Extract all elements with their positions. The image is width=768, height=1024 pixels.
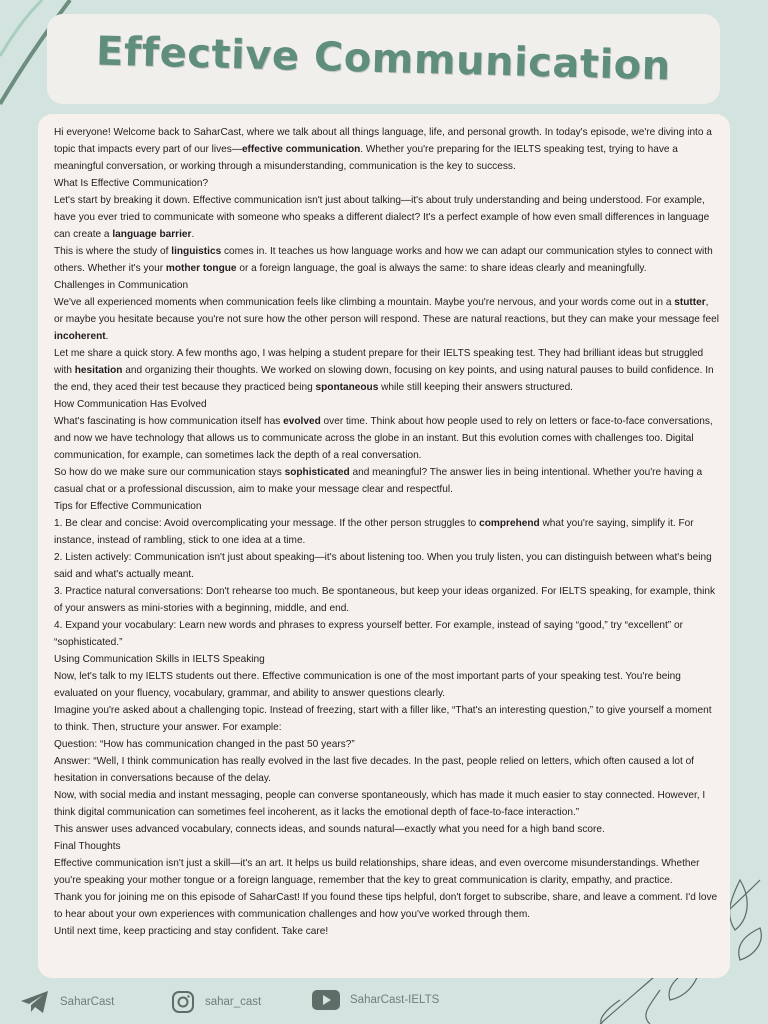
title-card bbox=[47, 14, 720, 104]
instagram-label: sahar_cast bbox=[205, 996, 262, 1008]
paragraph: Answer: “Well, I think communication has really evolved in the last five decades. In the past, people relied on letters, which often caused a lot of hesitation in conversations because of the delay. bbox=[54, 756, 694, 784]
section-heading: How Communication Has Evolved bbox=[54, 399, 207, 410]
section-heading: Challenges in Communication bbox=[54, 280, 189, 291]
tip-item: 2. Listen actively: Communication isn't just about speaking—it's about listening too. When you truly listen, you can distinguish between what's being said and what's actually meant. bbox=[54, 552, 712, 580]
telegram-icon bbox=[20, 990, 50, 1014]
paragraph: What's fascinating is how communication itself has evolved over time. Think about how people used to rely on letters or face-to-face conversations, and now we have technology that allows us to communicate across the globe in an instant. But this evolution comes with challenges too. Digital communication, for example, can sometimes lack the depth of a real conversation. bbox=[54, 416, 713, 461]
paragraph: Let me share a quick story. A few months ago, I was helping a student prepare for their IELTS speaking test. They had brilliant ideas but struggled with hesitation and organizing their thoughts. We worked on slowing down, focusing on key points, and using natural pauses to build confidence. In the end, they aced their test because they practiced being spontaneous while still keeping their answers structured. bbox=[54, 348, 714, 393]
tip-item: 4. Expand your vocabulary: Learn new words and phrases to express yourself better. For example, instead of saying “good,” try “excellent” or “sophisticated.” bbox=[54, 620, 683, 648]
section-heading: What Is Effective Communication? bbox=[54, 178, 209, 189]
paragraph: Thank you for joining me on this episode of SaharCast! If you found these tips helpful, don't forget to subscribe, share, and leave a comment. I'd love to hear about your own experiences with communication challenges and how you've worked through them. bbox=[54, 892, 718, 920]
paragraph: This answer uses advanced vocabulary, connects ideas, and sounds natural—exactly what you need for a high band score. bbox=[54, 824, 605, 835]
paragraph: This is where the study of linguistics comes in. It teaches us how language works and how we can adapt our communication styles to connect with others. Whether it's your mother tongue or a foreign language, the goal is always the same: to share ideas clearly and meaningfully. bbox=[54, 246, 713, 274]
youtube-link[interactable] bbox=[312, 990, 439, 1010]
section-heading: Tips for Effective Communication bbox=[54, 501, 202, 512]
paragraph: Now, with social media and instant messaging, people can converse spontaneously, which has made it much easier to stay connected. However, I think digital communication can sometimes feel incoherent, as it lacks the emotional depth of face-to-face interaction.” bbox=[54, 790, 706, 818]
section-heading: Using Communication Skills in IELTS Speaking bbox=[54, 654, 265, 665]
paragraph: Question: “How has communication changed in the past 50 years?” bbox=[54, 739, 355, 750]
paragraph: So how do we make sure our communication stays sophisticated and meaningful? The answer lies in being intentional. Whether you're having a casual chat or a professional discussion, aim to make your message clear and respectful. bbox=[54, 467, 703, 495]
youtube-label: SaharCast-IELTS bbox=[350, 994, 440, 1006]
telegram-label: SaharCast bbox=[60, 996, 115, 1008]
instagram-link[interactable] bbox=[171, 990, 261, 1014]
paragraph: Let's start by breaking it down. Effective communication isn't just about talking—it's about truly understanding and being understood. For example, have you ever tried to communicate with someone who speaks a different dialect? It's a perfect example of how even small differences in language can create a language barrier. bbox=[54, 195, 710, 240]
tip-item: 1. Be clear and concise: Avoid overcomplicating your message. If the other person struggles to comprehend what you're saying, simplify it. For instance, instead of rambling, stick to one idea at a time. bbox=[54, 518, 694, 546]
telegram-link[interactable] bbox=[20, 990, 114, 1014]
paragraph: We've all experienced moments when communication feels like climbing a mountain. Maybe you're nervous, and your words come out in a stutter, or maybe you hesitate because you're not sure how the other person will respond. These are natural reactions, but they can make your message feel incoherent. bbox=[54, 297, 719, 342]
paragraph: Imagine you're asked about a challenging topic. Instead of freezing, start with a filler like, “That's an interesting question,” to give yourself a moment to think. Then, structure your answer. For example: bbox=[54, 705, 712, 733]
instagram-icon bbox=[171, 990, 195, 1014]
paragraph: Effective communication isn't just a skill—it's an art. It helps us build relationships, share ideas, and even overcome misunderstandings. Whether you're speaking your mother tongue or a foreign language, remember that the key to great communication is clarity, empathy, and practice. bbox=[54, 858, 700, 886]
intro-paragraph: Hi everyone! Welcome back to SaharCast, where we talk about all things language, life, and personal growth. In today's episode, we're diving into a topic that impacts every part of our lives—effective communication. Whether you're preparing for the IELTS speaking test, trying to have a meaningful conversation, or working through a misunderstanding, communication is the key to success. bbox=[54, 127, 712, 172]
youtube-icon bbox=[312, 990, 340, 1010]
section-heading: Final Thoughts bbox=[54, 841, 121, 852]
page-title: Effective Communication bbox=[95, 28, 672, 90]
paragraph: Now, let's talk to my IELTS students out there. Effective communication is one of the most important parts of your speaking test. You're being evaluated on your fluency, vocabulary, grammar, and ability to answer questions clearly. bbox=[54, 671, 681, 699]
article-body bbox=[38, 114, 730, 978]
footer bbox=[0, 984, 768, 1020]
tip-item: 3. Practice natural conversations: Don't rehearse too much. Be spontaneous, but keep your ideas organized. For IELTS speaking, for example, think of your answers as mini-stories with a beginning, middle, and end. bbox=[54, 586, 716, 614]
paragraph: Until next time, keep practicing and stay confident. Take care! bbox=[54, 926, 329, 937]
